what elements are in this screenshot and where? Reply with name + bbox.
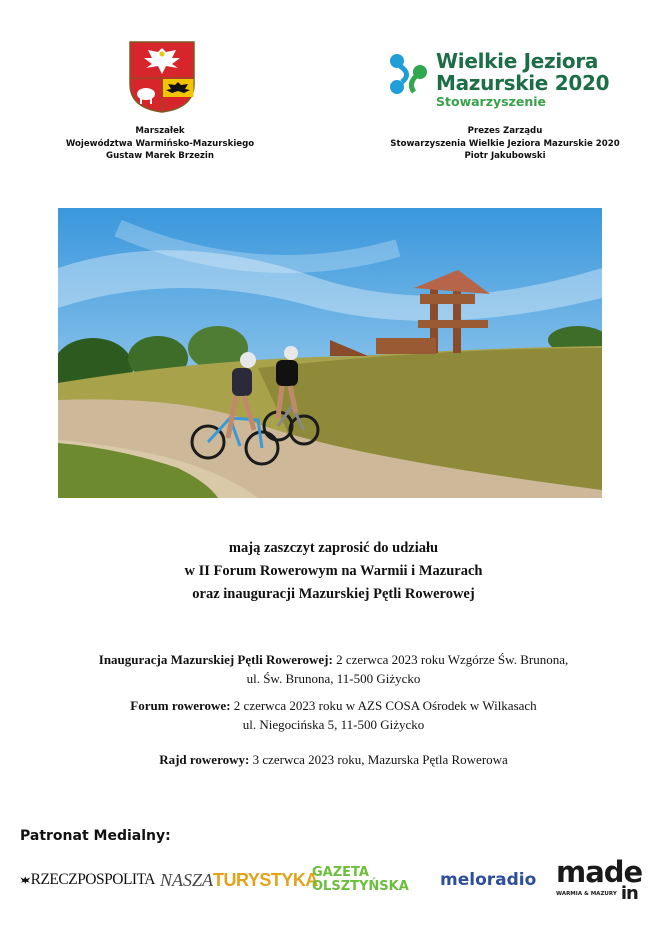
- wjm-logo-line2: Mazurskie 2020: [436, 71, 610, 95]
- nasza-text: NASZA: [160, 869, 214, 890]
- wjm-logo: [388, 50, 628, 112]
- left-signature-office: Województwa Warmińsko-Mazurskiego: [65, 138, 255, 149]
- detail-inauguracja: [0, 650, 667, 688]
- right-signature-office: Stowarzyszenia Wielkie Jeziora Mazurskie 2020: [390, 138, 620, 149]
- eagle-icon: [20, 870, 31, 890]
- wjm-logo-line1: Wielkie Jeziora: [436, 49, 599, 73]
- invitation-line-1: mają zaszczyt zaprosić do udziału: [228, 540, 439, 556]
- gazeta-text: GAZETA: [312, 865, 369, 880]
- detail-forum-text: 2 czerwca 2023 roku w AZS COSA Ośrodek w Wilkasach: [230, 698, 537, 713]
- nasza-turystyka-logo: [160, 860, 318, 900]
- detail-rajd: [0, 750, 667, 769]
- detail-rajd-text: 3 czerwca 2023 roku, Mazurska Pętla Rowerowa: [249, 752, 508, 767]
- detail-inauguracja-label: Inauguracja Mazurskiej Pętli Rowerowej:: [98, 652, 333, 667]
- coat-of-arms-icon: [128, 40, 196, 114]
- turystyka-text: TURYSTYKA: [213, 869, 318, 890]
- wjm-logo-line3: Stowarzyszenie: [436, 94, 546, 109]
- detail-forum-address: ul. Niegocińska 5, 11-500 Giżycko: [242, 717, 425, 732]
- left-signature-title: Marszałek: [135, 126, 185, 136]
- invitation-line-3: oraz inauguracji Mazurskiej Pętli Rowerowej: [192, 586, 475, 602]
- gazeta-olsztynska-logo: [312, 860, 420, 900]
- right-signature-name: Piotr Jakubowski: [464, 151, 546, 161]
- right-signature: [385, 125, 625, 163]
- cyclists-photo: [58, 208, 602, 498]
- detail-inauguracja-text: 2 czerwca 2023 roku Wzgórze Św. Brunona,: [332, 652, 569, 667]
- rzeczpospolita-text: RZECZPOSPOLITA: [30, 871, 155, 888]
- right-signature-title: Prezes Zarządu: [467, 126, 543, 136]
- detail-forum-label: Forum rowerowe:: [130, 698, 231, 713]
- detail-rajd-label: Rajd rowerowy:: [159, 752, 250, 767]
- rzeczpospolita-logo: [20, 860, 155, 900]
- detail-inauguracja-address: ul. Św. Brunona, 11-500 Giżycko: [246, 671, 421, 686]
- in-text: in: [620, 883, 638, 904]
- meloradio-text: meloradio: [440, 870, 537, 890]
- left-signature: [40, 125, 280, 163]
- wjm-logo-icon: [388, 52, 428, 96]
- warmia-mazury-text: WARMIA & MAZURY: [556, 891, 617, 897]
- patronat-title: Patronat Medialny:: [20, 828, 171, 844]
- olsztynska-text: OLSZTYŃSKA: [312, 879, 409, 894]
- made-text: made: [556, 855, 643, 889]
- made-in-logo: [556, 855, 656, 904]
- left-signature-name: Gustaw Marek Brzezin: [106, 151, 214, 161]
- meloradio-logo: [440, 860, 540, 900]
- detail-forum: [0, 696, 667, 734]
- invitation-line-2: w II Forum Rowerowym na Warmii i Mazurach: [184, 563, 483, 579]
